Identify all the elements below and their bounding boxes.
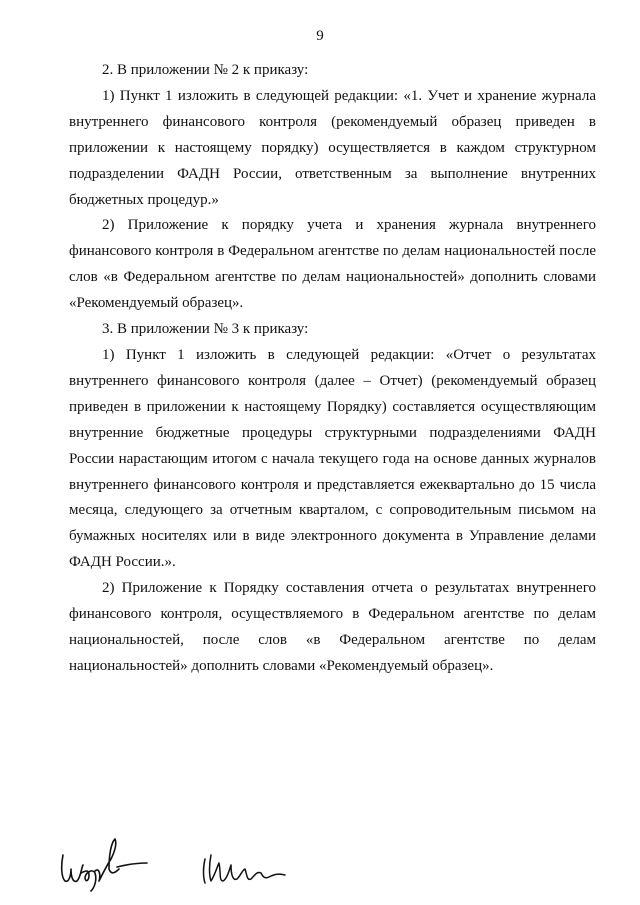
- handwritten-signatures: [55, 825, 315, 895]
- signature-1: [62, 839, 147, 891]
- page-number: 9: [316, 28, 324, 44]
- signatures: [55, 825, 315, 895]
- paragraph-3-1: 1) Пункт 1 изложить в следующей редакции: «Отчет о результатах внутреннего финансового контроля (далее – Отчет) (рекомендуемый образец приведен в приложении к настоящему Порядку) составляется осуществляющим внутренние бюджетные процедуры структурными подразделениями ФАДН России нарастающим итогом с начала текущего года на основе данных журналов внутреннего финансового контроля и представляется ежеквартально до 15 числа месяца, следующего за отчетным кварталом, с сопроводительным письмом на бумажных носителях или в виде электронного документа в Управление делами ФАДН России.».: [69, 346, 596, 571]
- document-body: [69, 58, 596, 680]
- section-heading-2: 2. В приложении № 2 к приказу:: [102, 62, 309, 78]
- paragraph-2-2: 2) Приложение к порядку учета и хранения журнала внутреннего финансового контроля в Федеральном агентстве по делам национальностей после слов «в Федеральном агентстве по делам национальностей» дополнить словами «Рекомендуемый образец».: [69, 217, 596, 312]
- signature-2: [204, 855, 286, 883]
- paragraph-2-1: 1) Пункт 1 изложить в следующей редакции: «1. Учет и хранение журнала внутреннего финансового контроля (рекомендуемый образец приведен в приложении к настоящему порядку) осуществляется в каждом структурном подразделении ФАДН России, ответственным за выполнение внутренних бюджетных процедур.»: [69, 87, 596, 208]
- paragraph-3-2: 2) Приложение к Порядку составления отчета о результатах внутреннего финансового контроля, осуществляемого в Федеральном агентстве по делам национальностей, после слов «в Федеральном агентстве по делам национальностей» дополнить словами «Рекомендуемый образец».: [69, 580, 596, 674]
- section-heading-3: 3. В приложении № 3 к приказу:: [102, 321, 309, 338]
